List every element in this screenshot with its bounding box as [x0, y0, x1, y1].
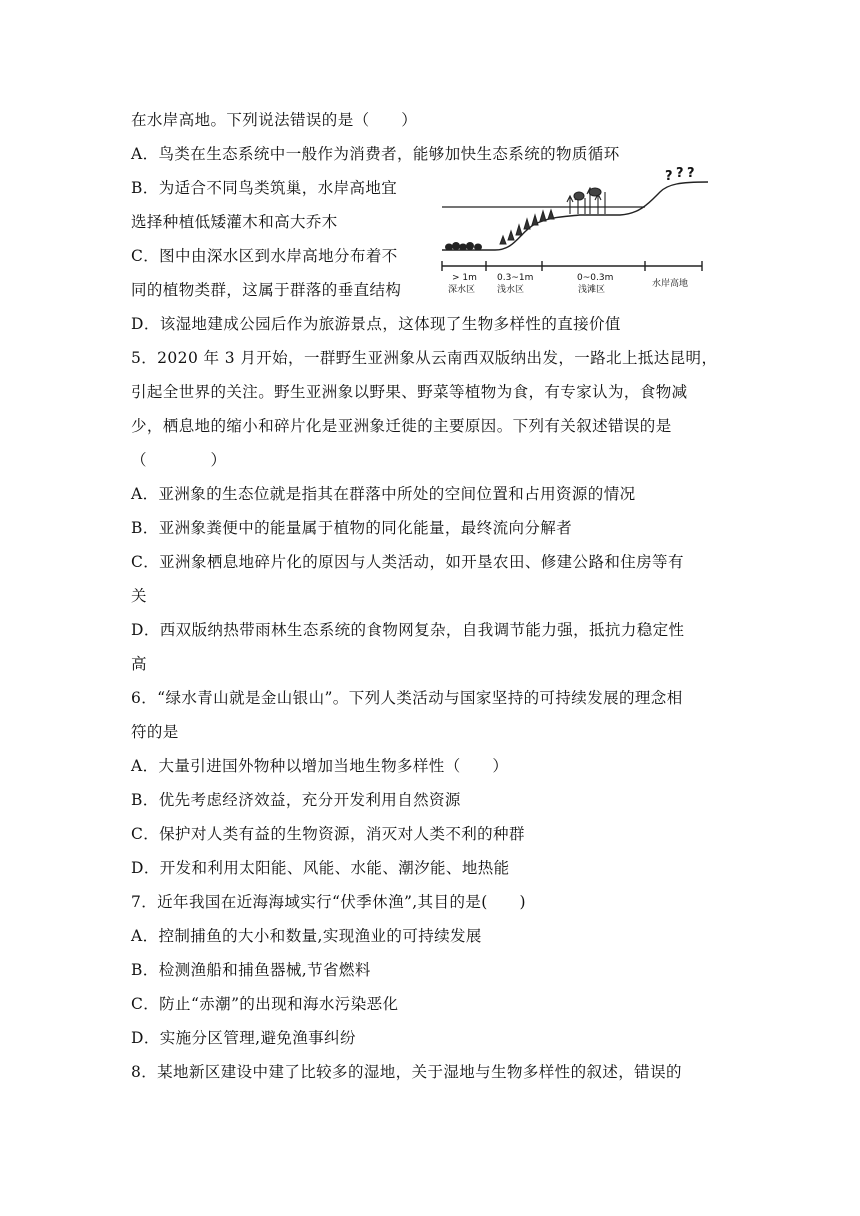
option-d-q6: D．开发和利用太阳能、风能、水能、潮汐能、地热能: [131, 859, 510, 877]
deep-water-plants: [445, 242, 482, 251]
zone-deep-name: 深水区: [448, 285, 476, 295]
option-b-q4-cont: 选择种植低矮灌木和高大乔木: [131, 213, 338, 231]
option-d-q5: D．西双版纳热带雨林生态系统的食物网复杂，自我调节能力强，抵抗力稳定性: [131, 621, 685, 639]
zone-highland-name: 水岸高地: [652, 279, 689, 289]
option-d-q5-cont: 高: [131, 655, 147, 673]
question-5-stem-line3: 少，栖息地的缩小和碎片化是亚洲象迁徙的主要原因。下列有关叙述错误的是: [131, 417, 672, 435]
zone-scale-bar: [442, 261, 702, 271]
option-d-q7: D．实施分区管理,避免渔事纠纷: [131, 1029, 356, 1047]
option-c-q5-cont: 关: [131, 587, 147, 605]
svg-text:?: ?: [665, 169, 673, 184]
option-c-q4-cont: 同的植物类群，这属于群落的垂直结构: [131, 281, 402, 299]
option-b-q7: B．检测渔船和捕鱼器械,节省燃料: [131, 961, 371, 979]
shallow-water-plants: [500, 210, 554, 244]
option-c-q7: C．防止“赤潮”的出现和海水污染恶化: [131, 995, 399, 1013]
zone-shallow-name: 浅水区: [497, 285, 525, 295]
question-6-stem: 6．“绿水青山就是金山银山”。下列人类活动与国家坚持的可持续发展的理念相: [131, 689, 683, 707]
option-c-q4: C．图中由深水区到水岸高地分布着不: [131, 247, 398, 265]
wetland-profile-figure: [440, 162, 710, 300]
option-c-q5: C．亚洲象栖息地碎片化的原因与人类活动，如开垦农田、修建公路和住房等有: [131, 553, 684, 571]
option-a-q7: A．控制捕鱼的大小和数量,实现渔业的可持续发展: [131, 927, 482, 945]
wetland-profile-svg: [440, 162, 710, 300]
question-8-stem: 8．某地新区建设中建了比较多的湿地，关于湿地与生物多样性的叙述，错误的: [131, 1063, 682, 1081]
zone-beach-name: 浅滩区: [578, 285, 606, 295]
question-5-stem: 5．2020 年 3 月开始，一群野生亚洲象从云南西双版纳出发，一路北上抵达昆明，: [131, 349, 718, 367]
svg-text:?: ?: [676, 166, 684, 181]
zone-beach-depth: 0~0.3m: [577, 273, 614, 283]
shallow-beach-plants: [567, 188, 605, 214]
option-c-q6: C．保护对人类有益的生物资源，消灭对人类不利的种群: [131, 825, 525, 843]
option-b-q4: B．为适合不同鸟类筑巢，水岸高地宜: [131, 179, 398, 197]
option-a-q6: A．大量引进国外物种以增加当地生物多样性（ ）: [131, 757, 509, 775]
option-b-q6: B．优先考虑经济效益，充分开发利用自然资源: [131, 791, 461, 809]
terrain-line: [442, 182, 708, 250]
option-a-q5: A．亚洲象的生态位就是指其在群落中所处的空间位置和占用资源的情况: [131, 485, 636, 503]
zone-deep-depth: > 1m: [452, 273, 477, 283]
text-line-1: 在水岸高地。下列说法错误的是（ ）: [131, 111, 418, 129]
question-5-answer-bracket: （ ）: [131, 451, 227, 469]
svg-text:?: ?: [687, 166, 695, 181]
question-5-stem-line2: 引起全世界的关注。野生亚洲象以野果、野菜等植物为食，有专家认为，食物减: [131, 383, 688, 401]
zone-shallow-depth: 0.3~1m: [497, 273, 534, 283]
option-a-q4: A．鸟类在生态系统中一般作为消费者，能够加快生态系统的物质循环: [131, 145, 620, 163]
option-b-q5: B．亚洲象粪便中的能量属于植物的同化能量，最终流向分解者: [131, 519, 573, 537]
question-6-stem-line2: 符的是: [131, 723, 179, 741]
question-7-stem: 7．近年我国在近海海域实行“伏季休渔”,其目的是( ): [131, 893, 526, 911]
option-d-q4: D．该湿地建成公园后作为旅游景点，这体现了生物多样性的直接价值: [131, 315, 621, 333]
bird-question-marks: [665, 166, 695, 184]
